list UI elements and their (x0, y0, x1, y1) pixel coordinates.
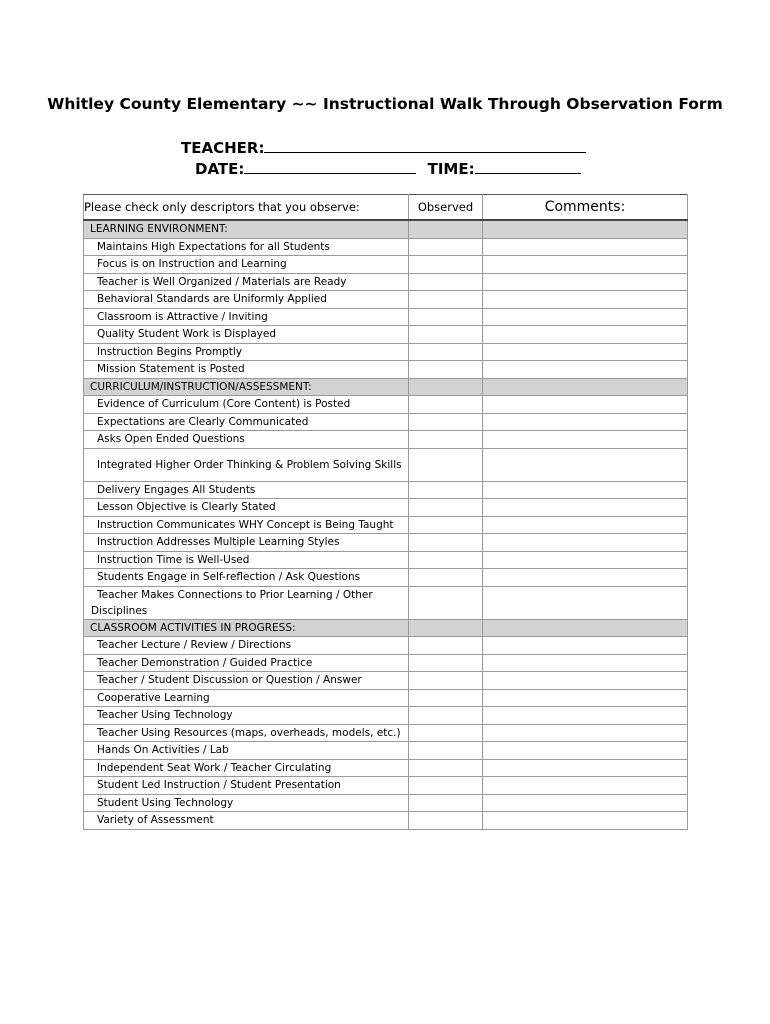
section-title: CLASSROOM ACTIVITIES IN PROGRESS: (84, 619, 409, 637)
table-row (84, 256, 688, 274)
comments-cell[interactable] (483, 273, 688, 291)
observed-checkbox-cell[interactable] (409, 654, 483, 672)
observed-checkbox-cell[interactable] (409, 361, 483, 379)
comments-cell[interactable] (483, 361, 688, 379)
comments-cell[interactable] (483, 448, 688, 481)
table-row (84, 742, 688, 760)
descriptor: Integrated Higher Order Thinking & Problem Solving Skills (84, 448, 409, 481)
observed-checkbox-cell[interactable] (409, 707, 483, 725)
comments-cell[interactable] (483, 238, 688, 256)
descriptor: Teacher / Student Discussion or Question / Answer (84, 672, 409, 690)
descriptor: Maintains High Expectations for all Students (84, 238, 409, 256)
descriptor: Teacher Using Resources (maps, overheads, models, etc.) (84, 724, 409, 742)
table-row (84, 759, 688, 777)
observed-checkbox-cell[interactable] (409, 672, 483, 690)
table-row (84, 689, 688, 707)
table-row (84, 654, 688, 672)
comments-cell[interactable] (483, 742, 688, 760)
descriptor-column-header: Please check only descriptors that you observe: (84, 195, 409, 221)
observed-checkbox-cell[interactable] (409, 273, 483, 291)
table-row (84, 672, 688, 690)
descriptor: Student Led Instruction / Student Presentation (84, 777, 409, 795)
table-row (84, 413, 688, 431)
table-row (84, 273, 688, 291)
descriptor: Independent Seat Work / Teacher Circulating (84, 759, 409, 777)
observed-cell (409, 619, 483, 637)
descriptor: Student Using Technology (84, 794, 409, 812)
observed-checkbox-cell[interactable] (409, 291, 483, 309)
observed-checkbox-cell[interactable] (409, 516, 483, 534)
observation-table (83, 194, 688, 830)
descriptor: Teacher Lecture / Review / Directions (84, 637, 409, 655)
comments-cell[interactable] (483, 499, 688, 517)
table-row (84, 499, 688, 517)
comments-cell[interactable] (483, 291, 688, 309)
date-time-field (195, 159, 581, 178)
observed-checkbox-cell[interactable] (409, 637, 483, 655)
table-row (84, 794, 688, 812)
observed-checkbox-cell[interactable] (409, 724, 483, 742)
table-header-row (84, 195, 688, 221)
teacher-label: TEACHER: (181, 139, 265, 157)
table-row (84, 516, 688, 534)
comments-cell[interactable] (483, 481, 688, 499)
observed-checkbox-cell[interactable] (409, 431, 483, 449)
observed-checkbox-cell[interactable] (409, 742, 483, 760)
comments-cell[interactable] (483, 637, 688, 655)
comments-cell (483, 619, 688, 637)
descriptor: Teacher Using Technology (84, 707, 409, 725)
observed-checkbox-cell[interactable] (409, 326, 483, 344)
observed-checkbox-cell[interactable] (409, 534, 483, 552)
table-row (84, 238, 688, 256)
table-row (84, 291, 688, 309)
table-row (84, 637, 688, 655)
table-row (84, 481, 688, 499)
table-row (84, 707, 688, 725)
comments-cell[interactable] (483, 326, 688, 344)
section-row-learning-environment (84, 220, 688, 238)
descriptor: Lesson Objective is Clearly Stated (84, 499, 409, 517)
comments-cell[interactable] (483, 759, 688, 777)
descriptor: Focus is on Instruction and Learning (84, 256, 409, 274)
date-label: DATE: (195, 160, 245, 178)
observed-checkbox-cell[interactable] (409, 238, 483, 256)
observed-cell (409, 220, 483, 238)
observed-checkbox-cell[interactable] (409, 396, 483, 414)
observed-checkbox-cell[interactable] (409, 586, 483, 619)
table-row (84, 343, 688, 361)
descriptor: Quality Student Work is Displayed (84, 326, 409, 344)
comments-cell[interactable] (483, 794, 688, 812)
comments-cell[interactable] (483, 551, 688, 569)
observed-checkbox-cell[interactable] (409, 448, 483, 481)
comments-cell[interactable] (483, 534, 688, 552)
observed-checkbox-cell[interactable] (409, 343, 483, 361)
time-label: TIME: (427, 160, 475, 178)
descriptor: Delivery Engages All Students (84, 481, 409, 499)
descriptor: Teacher is Well Organized / Materials are Ready (84, 273, 409, 291)
comments-cell[interactable] (483, 689, 688, 707)
comments-cell[interactable] (483, 654, 688, 672)
descriptor: Asks Open Ended Questions (84, 431, 409, 449)
comments-cell[interactable] (483, 308, 688, 326)
comments-column-header: Comments: (483, 195, 688, 221)
table-row (84, 396, 688, 414)
descriptor: Hands On Activities / Lab (84, 742, 409, 760)
comments-cell[interactable] (483, 777, 688, 795)
descriptor: Expectations are Clearly Communicated (84, 413, 409, 431)
comments-cell[interactable] (483, 707, 688, 725)
descriptor: Evidence of Curriculum (Core Content) is Posted (84, 396, 409, 414)
section-row-curriculum (84, 378, 688, 396)
observed-checkbox-cell[interactable] (409, 777, 483, 795)
table-row (84, 326, 688, 344)
comments-cell[interactable] (483, 256, 688, 274)
observed-checkbox-cell[interactable] (409, 551, 483, 569)
section-title: CURRICULUM/INSTRUCTION/ASSESSMENT: (84, 378, 409, 396)
comments-cell[interactable] (483, 413, 688, 431)
descriptor: Cooperative Learning (84, 689, 409, 707)
comments-cell (483, 378, 688, 396)
comments-cell[interactable] (483, 431, 688, 449)
observed-checkbox-cell[interactable] (409, 812, 483, 830)
descriptor: Mission Statement is Posted (84, 361, 409, 379)
observed-checkbox-cell[interactable] (409, 499, 483, 517)
descriptor: Instruction Addresses Multiple Learning Styles (84, 534, 409, 552)
descriptor: Instruction Begins Promptly (84, 343, 409, 361)
teacher-blank-line[interactable] (264, 138, 586, 153)
section-title: LEARNING ENVIRONMENT: (84, 220, 409, 238)
table-row (84, 448, 688, 481)
comments-cell[interactable] (483, 516, 688, 534)
descriptor: Instruction Time is Well-Used (84, 551, 409, 569)
table-row (84, 812, 688, 830)
observed-checkbox-cell[interactable] (409, 413, 483, 431)
observed-checkbox-cell[interactable] (409, 689, 483, 707)
descriptor: Instruction Communicates WHY Concept is Being Taught (84, 516, 409, 534)
descriptor: Behavioral Standards are Uniformly Applied (84, 291, 409, 309)
observed-checkbox-cell[interactable] (409, 569, 483, 587)
section-row-classroom-activities (84, 619, 688, 637)
observed-column-header: Observed (409, 195, 483, 221)
comments-cell (483, 220, 688, 238)
descriptor: Classroom is Attractive / Inviting (84, 308, 409, 326)
comments-cell[interactable] (483, 672, 688, 690)
observed-checkbox-cell[interactable] (409, 256, 483, 274)
table-row (84, 361, 688, 379)
table-row (84, 534, 688, 552)
comments-cell[interactable] (483, 586, 688, 619)
descriptor: Variety of Assessment (84, 812, 409, 830)
observed-cell (409, 378, 483, 396)
table-row (84, 777, 688, 795)
observed-checkbox-cell[interactable] (409, 481, 483, 499)
teacher-field[interactable] (181, 138, 586, 157)
table-row (84, 431, 688, 449)
descriptor: Students Engage in Self-reflection / Ask Questions (84, 569, 409, 587)
comments-cell[interactable] (483, 812, 688, 830)
form-title: Whitley County Elementary ~~ Instructional Walk Through Observation Form (47, 95, 723, 113)
table-row (84, 551, 688, 569)
table-row (84, 308, 688, 326)
date-blank-line[interactable] (244, 159, 416, 174)
time-blank-line[interactable] (475, 159, 581, 174)
observed-checkbox-cell[interactable] (409, 794, 483, 812)
observed-checkbox-cell[interactable] (409, 759, 483, 777)
descriptor: Teacher Makes Connections to Prior Learning / Other Disciplines (84, 586, 409, 619)
comments-cell[interactable] (483, 724, 688, 742)
descriptor: Teacher Demonstration / Guided Practice (84, 654, 409, 672)
comments-cell[interactable] (483, 343, 688, 361)
observed-checkbox-cell[interactable] (409, 308, 483, 326)
table-row (84, 586, 688, 619)
table-row (84, 724, 688, 742)
comments-cell[interactable] (483, 569, 688, 587)
table-row (84, 569, 688, 587)
comments-cell[interactable] (483, 396, 688, 414)
